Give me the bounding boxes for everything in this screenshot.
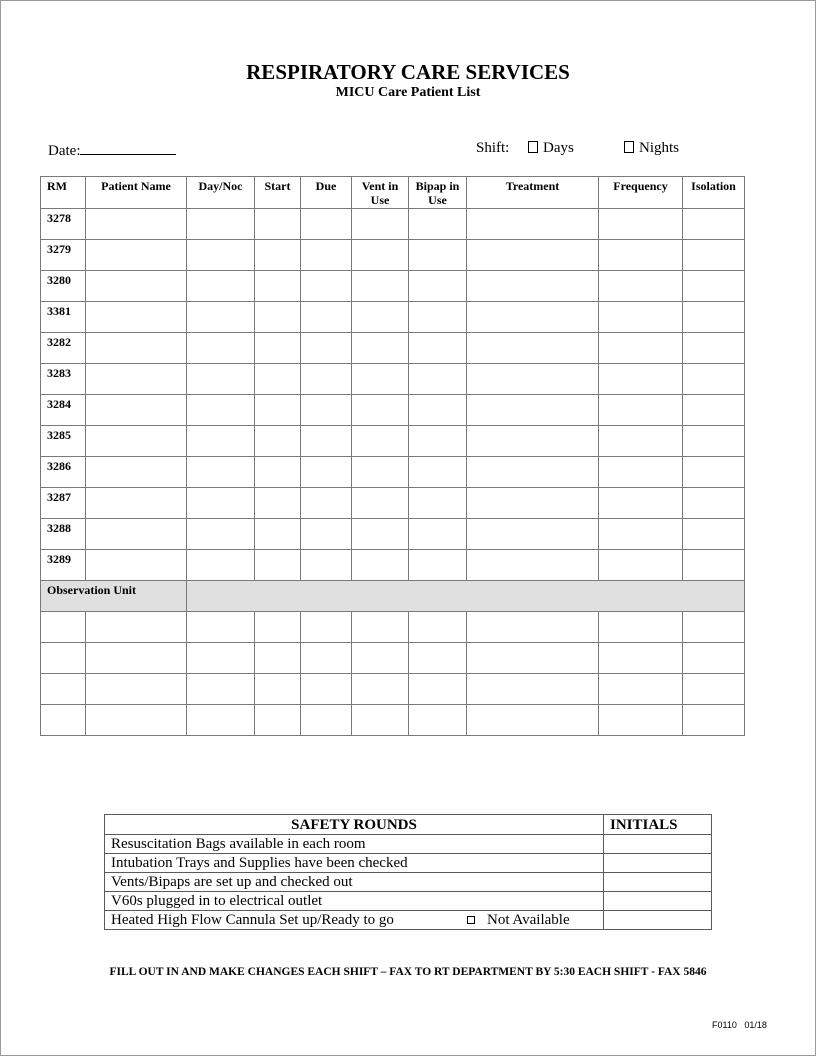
table-cell[interactable] [86,333,187,364]
form-title: RESPIRATORY CARE SERVICES [246,60,570,84]
table-cell[interactable] [301,674,352,705]
date-input-line[interactable] [80,140,176,155]
table-cell[interactable] [255,271,301,302]
shift-option-label: Days [543,140,574,156]
table-cell[interactable] [255,488,301,519]
table-cell[interactable] [301,240,352,271]
safety-item [105,854,604,873]
table-cell[interactable] [301,426,352,457]
table-cell[interactable] [599,612,683,643]
table-cell[interactable] [352,271,409,302]
date-field [48,140,176,160]
table-cell[interactable] [86,426,187,457]
column-header: Start [255,177,301,209]
table-cell[interactable] [41,705,86,736]
table-cell[interactable] [467,643,599,674]
table-cell[interactable] [599,674,683,705]
table-cell[interactable] [352,488,409,519]
table-cell[interactable] [467,457,599,488]
table-cell[interactable] [187,364,255,395]
shift-option-nights[interactable] [624,140,679,157]
table-cell[interactable] [301,395,352,426]
form-subtitle: MICU Care Patient List [335,85,481,100]
table-row [41,302,745,333]
table-cell[interactable] [683,364,745,395]
shift-option-days[interactable] [528,140,574,157]
table-cell[interactable] [352,209,409,240]
table-cell[interactable] [352,302,409,333]
room-number: 3284 [41,395,86,426]
table-cell[interactable] [301,612,352,643]
safety-item-label: V60s plugged in to electrical outlet [111,893,323,909]
column-header: Patient Name [86,177,187,209]
table-row [41,550,745,581]
table-cell[interactable] [683,519,745,550]
table-cell[interactable] [255,457,301,488]
table-cell[interactable] [86,705,187,736]
column-header: Frequency [599,177,683,209]
table-cell[interactable] [599,519,683,550]
table-cell[interactable] [599,302,683,333]
table-cell[interactable] [86,271,187,302]
room-number: 3282 [41,333,86,364]
table-header-row [41,177,745,209]
table-cell[interactable] [301,550,352,581]
table-row [41,457,745,488]
table-cell[interactable] [187,519,255,550]
table-cell[interactable] [683,612,745,643]
initials-cell[interactable] [604,911,712,930]
table-cell[interactable] [301,643,352,674]
safety-rounds-header: SAFETY ROUNDS [105,815,604,835]
table-cell[interactable] [255,674,301,705]
safety-item-row [105,854,712,873]
table-cell[interactable] [467,426,599,457]
table-row [41,519,745,550]
table-cell[interactable] [409,612,467,643]
table-cell[interactable] [86,488,187,519]
table-cell[interactable] [187,209,255,240]
table-cell[interactable] [187,550,255,581]
table-cell[interactable] [352,426,409,457]
checkbox-icon[interactable] [528,141,538,153]
table-cell[interactable] [86,612,187,643]
table-row [41,488,745,519]
table-cell[interactable] [467,705,599,736]
table-cell[interactable] [467,488,599,519]
table-cell[interactable] [255,302,301,333]
room-number: 3279 [41,240,86,271]
table-cell[interactable] [86,519,187,550]
shift-option-label: Nights [639,140,680,156]
shift-label: Shift: [476,140,510,156]
table-cell[interactable] [683,426,745,457]
table-cell[interactable] [41,674,86,705]
table-cell[interactable] [255,333,301,364]
table-cell[interactable] [352,240,409,271]
safety-item-label: Vents/Bipaps are set up and checked out [111,874,353,890]
table-cell[interactable] [86,209,187,240]
table-cell[interactable] [352,395,409,426]
room-number: 3287 [41,488,86,519]
initials-cell[interactable] [604,854,712,873]
column-header: Day/Noc [187,177,255,209]
table-cell[interactable] [409,457,467,488]
table-cell[interactable] [187,612,255,643]
table-cell[interactable] [467,519,599,550]
table-cell[interactable] [187,395,255,426]
safety-item-row [105,892,712,911]
table-cell[interactable] [683,488,745,519]
table-row [41,674,745,705]
table-cell[interactable] [352,612,409,643]
table-cell[interactable] [255,612,301,643]
table-cell[interactable] [683,333,745,364]
column-header: Bipap in Use [409,177,467,209]
table-cell[interactable] [467,674,599,705]
table-cell[interactable] [409,395,467,426]
safety-item-label: Heated High Flow Cannula Set up/Ready to go [111,912,394,928]
footer-instructions: FILL OUT IN AND MAKE CHANGES EACH SHIFT – FAX TO RT DEPARTMENT BY 5:30 EACH SHIFT - FAX 5846 [109,966,707,978]
room-number: 3280 [41,271,86,302]
column-header: Isolation [683,177,745,209]
table-cell[interactable] [683,395,745,426]
date-label: Date: [48,143,81,159]
checkbox-icon[interactable] [624,141,634,153]
table-cell[interactable] [187,426,255,457]
table-cell[interactable] [599,643,683,674]
not-available-label: Not Available [487,912,570,928]
table-cell[interactable] [255,643,301,674]
table-cell[interactable] [187,333,255,364]
table-cell[interactable] [467,364,599,395]
table-cell[interactable] [301,209,352,240]
table-row [41,705,745,736]
table-cell[interactable] [683,643,745,674]
checkbox-icon[interactable] [467,916,475,924]
table-cell[interactable] [352,364,409,395]
initials-cell[interactable] [604,835,712,854]
shift-selector [476,140,680,157]
observation-unit-row [41,581,745,612]
form-number: F0110 01/18 [712,1020,767,1030]
table-cell[interactable] [683,240,745,271]
table-cell[interactable] [683,209,745,240]
table-cell[interactable] [86,240,187,271]
table-row [41,426,745,457]
column-header: Vent in Use [352,177,409,209]
table-cell[interactable] [86,643,187,674]
safety-header-row [105,815,712,835]
table-cell[interactable] [187,302,255,333]
initials-cell[interactable] [604,892,712,911]
table-cell[interactable] [352,674,409,705]
table-row [41,643,745,674]
table-cell[interactable] [187,488,255,519]
table-cell[interactable] [301,271,352,302]
table-cell[interactable] [187,240,255,271]
table-cell[interactable] [409,705,467,736]
table-cell[interactable] [467,333,599,364]
table-cell[interactable] [467,302,599,333]
table-cell[interactable] [683,457,745,488]
table-row [41,209,745,240]
table-cell[interactable] [352,333,409,364]
table-cell[interactable] [86,302,187,333]
table-cell[interactable] [255,519,301,550]
room-number: 3285 [41,426,86,457]
table-cell[interactable] [599,209,683,240]
room-number: 3286 [41,457,86,488]
table-cell[interactable] [467,271,599,302]
table-cell[interactable] [255,209,301,240]
table-cell[interactable] [599,240,683,271]
safety-item [105,835,604,854]
table-cell[interactable] [599,426,683,457]
room-number: 3283 [41,364,86,395]
table-cell[interactable] [255,364,301,395]
table-cell[interactable] [187,674,255,705]
table-cell[interactable] [467,395,599,426]
table-cell[interactable] [352,550,409,581]
table-cell[interactable] [599,395,683,426]
table-cell[interactable] [683,271,745,302]
table-cell[interactable] [86,457,187,488]
safety-item-label: Intubation Trays and Supplies have been checked [111,855,408,871]
table-cell[interactable] [467,550,599,581]
table-cell[interactable] [409,550,467,581]
table-cell[interactable] [683,302,745,333]
safety-item [105,911,604,930]
room-number: 3288 [41,519,86,550]
column-header: Treatment [467,177,599,209]
table-cell[interactable] [409,674,467,705]
table-cell[interactable] [352,457,409,488]
table-cell[interactable] [683,550,745,581]
table-cell[interactable] [467,209,599,240]
table-cell[interactable] [683,705,745,736]
safety-item-label: Resuscitation Bags available in each room [111,836,366,852]
table-cell[interactable] [409,364,467,395]
table-cell[interactable] [467,240,599,271]
table-cell[interactable] [409,302,467,333]
column-header: Due [301,177,352,209]
room-number: 3278 [41,209,86,240]
table-cell[interactable] [352,519,409,550]
table-cell[interactable] [409,488,467,519]
table-row [41,271,745,302]
table-cell[interactable] [409,519,467,550]
safety-rounds-table [104,814,712,930]
table-cell[interactable] [301,705,352,736]
table-cell[interactable] [301,364,352,395]
table-cell[interactable] [41,612,86,643]
table-cell[interactable] [599,457,683,488]
table-cell[interactable] [187,271,255,302]
table-row [41,364,745,395]
table-cell[interactable] [255,550,301,581]
table-row [41,333,745,364]
table-row [41,395,745,426]
table-cell[interactable] [409,240,467,271]
table-cell[interactable] [467,612,599,643]
table-cell[interactable] [599,488,683,519]
observation-unit-label: Observation Unit [41,581,187,612]
table-cell[interactable] [255,240,301,271]
table-cell[interactable] [352,643,409,674]
table-cell[interactable] [599,364,683,395]
table-cell[interactable] [599,333,683,364]
initials-header: INITIALS [604,815,712,835]
table-cell[interactable] [409,643,467,674]
safety-item-row [105,911,712,930]
table-cell[interactable] [409,271,467,302]
table-cell[interactable] [86,364,187,395]
table-cell[interactable] [683,674,745,705]
table-row [41,240,745,271]
table-cell[interactable] [599,550,683,581]
table-cell[interactable] [599,705,683,736]
table-cell[interactable] [255,426,301,457]
safety-item-row [105,835,712,854]
table-cell[interactable] [41,643,86,674]
table-cell[interactable] [255,705,301,736]
table-cell[interactable] [187,643,255,674]
table-cell[interactable] [86,674,187,705]
table-cell[interactable] [301,488,352,519]
initials-cell[interactable] [604,873,712,892]
table-cell[interactable] [409,333,467,364]
table-cell[interactable] [86,395,187,426]
table-cell[interactable] [187,457,255,488]
table-cell[interactable] [599,271,683,302]
table-cell[interactable] [409,209,467,240]
column-header: RM [41,177,86,209]
observation-unit-band [187,581,745,612]
patient-table [40,176,745,736]
not-available-option[interactable] [467,911,570,929]
table-row [41,612,745,643]
room-number: 3381 [41,302,86,333]
safety-item [105,892,604,911]
table-cell[interactable] [187,705,255,736]
safety-item [105,873,604,892]
table-cell[interactable] [301,519,352,550]
safety-item-row [105,873,712,892]
table-cell[interactable] [255,395,301,426]
table-cell[interactable] [409,426,467,457]
table-cell[interactable] [86,550,187,581]
table-cell[interactable] [301,457,352,488]
table-cell[interactable] [301,333,352,364]
table-cell[interactable] [301,302,352,333]
room-number: 3289 [41,550,86,581]
table-cell[interactable] [352,705,409,736]
